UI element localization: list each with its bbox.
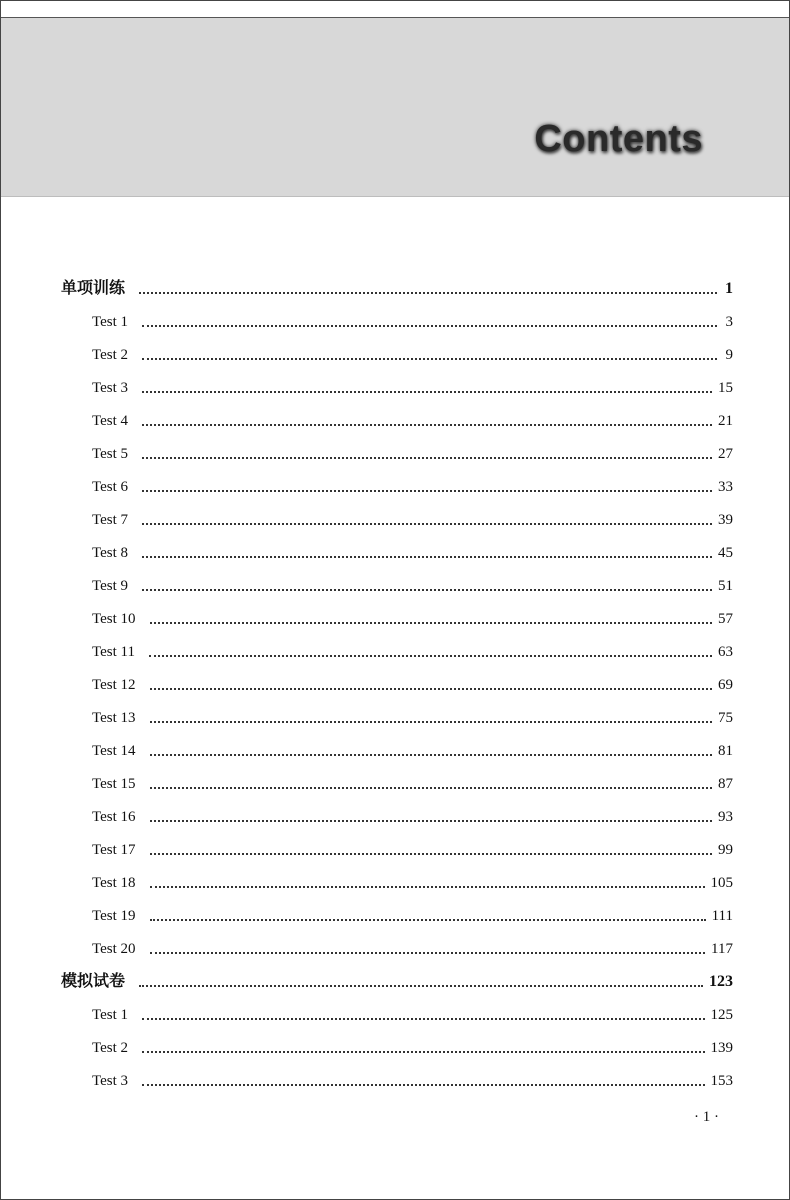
entry-title: Test 14 [92, 743, 136, 759]
table-of-contents [61, 265, 733, 1090]
dot-leader [142, 1051, 704, 1053]
dot-leader [150, 721, 712, 723]
entry-page-number: 21 [718, 413, 733, 429]
toc-entry [61, 1024, 733, 1057]
entry-page-number: 111 [711, 908, 733, 924]
section-page-number: 1 [725, 280, 733, 297]
toc-section-heading [61, 958, 733, 991]
toc-entry [61, 760, 733, 793]
toc-entry [61, 463, 733, 496]
entry-page-number: 87 [718, 776, 733, 792]
section-page-number: 123 [709, 973, 733, 990]
dot-leader [142, 1018, 704, 1020]
entry-page-number: 15 [718, 380, 733, 396]
section-title: 单项训练 [61, 280, 126, 297]
entry-title: Test 17 [92, 842, 136, 858]
entry-title: Test 2 [92, 347, 129, 363]
dot-leader [142, 523, 712, 525]
dot-leader [142, 589, 712, 591]
entry-page-number: 69 [718, 677, 733, 693]
toc-entry [61, 661, 733, 694]
dot-leader [149, 655, 712, 657]
entry-title: Test 18 [92, 875, 136, 891]
toc-entry [61, 298, 733, 331]
entry-title: Test 1 [92, 1007, 129, 1023]
toc-entry [61, 331, 733, 364]
toc-entry [61, 793, 733, 826]
entry-page-number: 45 [718, 545, 733, 561]
entry-page-number: 125 [710, 1007, 733, 1023]
entry-page-number: 99 [718, 842, 733, 858]
entry-title: Test 10 [92, 611, 136, 627]
dot-leader [142, 424, 712, 426]
dot-leader [150, 853, 712, 855]
entry-title: Test 3 [92, 380, 129, 396]
toc-entry [61, 694, 733, 727]
entry-title: Test 1 [92, 314, 129, 330]
entry-page-number: 93 [718, 809, 733, 825]
toc-entry [61, 397, 733, 430]
header-band [1, 17, 789, 197]
toc-entry [61, 991, 733, 1024]
toc-entry [61, 430, 733, 463]
entry-title: Test 6 [92, 479, 129, 495]
entry-page-number: 57 [718, 611, 733, 627]
entry-page-number: 51 [718, 578, 733, 594]
entry-title: Test 15 [92, 776, 136, 792]
entry-page-number: 81 [718, 743, 733, 759]
dot-leader [139, 292, 717, 294]
entry-title: Test 11 [92, 644, 135, 660]
entry-page-number: 9 [725, 347, 733, 363]
dot-leader [142, 490, 712, 492]
entry-title: Test 2 [92, 1040, 129, 1056]
entry-title: Test 8 [92, 545, 129, 561]
entry-page-number: 75 [718, 710, 733, 726]
entry-page-number: 27 [718, 446, 733, 462]
toc-entry [61, 496, 733, 529]
entry-title: Test 5 [92, 446, 129, 462]
entry-title: Test 9 [92, 578, 129, 594]
dot-leader [142, 391, 712, 393]
dot-leader [142, 325, 717, 327]
dot-leader [150, 622, 712, 624]
entry-page-number: 139 [710, 1040, 733, 1056]
entry-page-number: 63 [718, 644, 733, 660]
entry-page-number: 105 [710, 875, 733, 891]
entry-title: Test 4 [92, 413, 129, 429]
toc-entry [61, 892, 733, 925]
entry-title: Test 20 [92, 941, 136, 957]
dot-leader [142, 556, 712, 558]
entry-title: Test 12 [92, 677, 136, 693]
dot-leader [150, 820, 712, 822]
entry-page-number: 153 [710, 1073, 733, 1089]
toc-entry [61, 562, 733, 595]
entry-title: Test 13 [92, 710, 136, 726]
dot-leader [150, 787, 712, 789]
toc-entry [61, 1057, 733, 1090]
entry-page-number: 3 [725, 314, 733, 330]
entry-page-number: 33 [718, 479, 733, 495]
dot-leader [142, 457, 712, 459]
toc-entry [61, 925, 733, 958]
page-number: · 1 · [694, 1109, 719, 1125]
entry-title: Test 19 [92, 908, 136, 924]
toc-entry [61, 826, 733, 859]
page-title: Contents [534, 118, 703, 160]
dot-leader [150, 688, 712, 690]
toc-entry [61, 364, 733, 397]
dot-leader [150, 919, 706, 921]
toc-entry [61, 628, 733, 661]
dot-leader [142, 1084, 704, 1086]
entry-title: Test 7 [92, 512, 129, 528]
dot-leader [142, 358, 717, 360]
dot-leader [150, 952, 706, 954]
toc-entry [61, 859, 733, 892]
toc-section-heading [61, 265, 733, 298]
entry-title: Test 16 [92, 809, 136, 825]
dot-leader [150, 886, 705, 888]
entry-page-number: 117 [711, 941, 733, 957]
toc-entry [61, 529, 733, 562]
dot-leader [150, 754, 712, 756]
toc-entry [61, 727, 733, 760]
entry-page-number: 39 [718, 512, 733, 528]
toc-entry [61, 595, 733, 628]
section-title: 模拟试卷 [61, 973, 126, 990]
entry-title: Test 3 [92, 1073, 129, 1089]
dot-leader [139, 985, 703, 987]
